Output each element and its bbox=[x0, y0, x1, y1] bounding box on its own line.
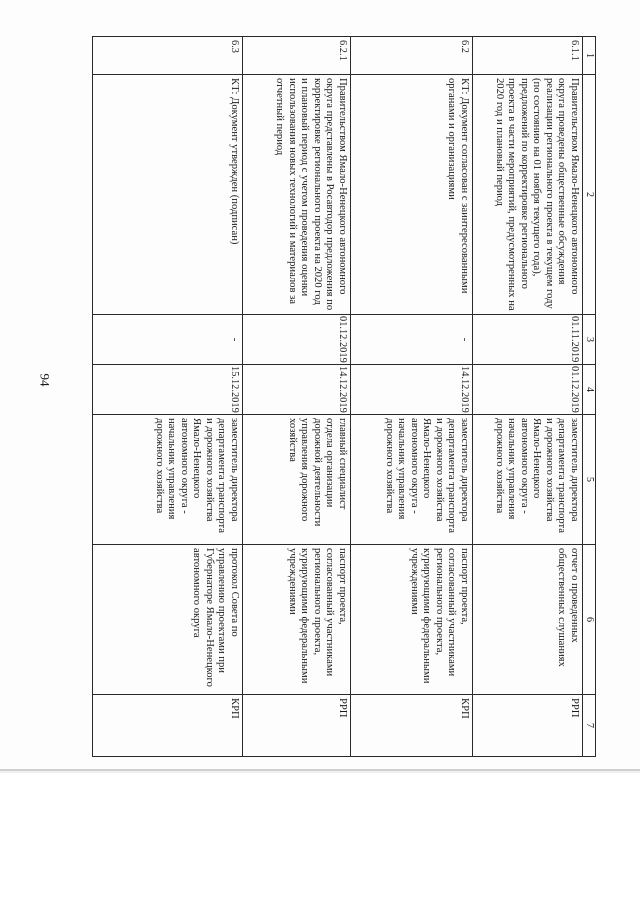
task-cell: Правительством Ямало-Ненецкого автономного округа проведены общественные обсуждения реализации регионального проекта в текущем году (по состоянию на 01 ноября текущего года), предложений по корректировке регионального проекта в части мероприятий, предусмотренных на 2020 год и плановый период bbox=[473, 75, 583, 315]
start-date-cell: - bbox=[351, 315, 473, 365]
task-cell: Правительством Ямало-Ненецкого автономного округа представлены в Росавтодор предложения по корректировке регионального проекта на 2020 год и плановый период с учетом проведения оценки использования новых технологий и материалов за отчетный период bbox=[243, 75, 351, 315]
table-row bbox=[473, 37, 583, 757]
header-row bbox=[583, 37, 596, 757]
row-number: 6.2 bbox=[351, 37, 473, 75]
header-col-3: 3 bbox=[583, 315, 596, 365]
table-row bbox=[93, 37, 243, 757]
rotated-table-container bbox=[92, 36, 596, 756]
level-cell: РРП bbox=[243, 695, 351, 757]
end-date-cell: 15.12.2019 bbox=[93, 365, 243, 415]
header-col-4: 4 bbox=[583, 365, 596, 415]
level-cell: РРП bbox=[473, 695, 583, 757]
end-date-cell: 14.12.2019 bbox=[243, 365, 351, 415]
task-cell: КТ: Документ согласован с заинтересованными органами и организациями bbox=[351, 75, 473, 315]
responsible-cell: заместитель директора департамента транспорта и дорожного хозяйства Ямало-Ненецкого автономного округа - начальник управления дорожного хозяйства bbox=[93, 415, 243, 545]
row-number: 6.3 bbox=[93, 37, 243, 75]
header-col-5: 5 bbox=[583, 415, 596, 545]
result-cell: протокол Совета по управлению проектами при Губернаторе Ямало-Ненецкого автономного округа bbox=[93, 545, 243, 695]
result-cell: паспорт проекта, согласованный участниками регионального проекта, курирующими федеральными учреждениями bbox=[351, 545, 473, 695]
result-cell: паспорт проекта, согласованный участниками регионального проекта, курирующими федеральными учреждениями bbox=[243, 545, 351, 695]
header-col-6: 6 bbox=[583, 545, 596, 695]
responsible-cell: заместитель директора департамента транспорта и дорожного хозяйства Ямало-Ненецкого автономного округа - начальник управления дорожного хозяйства bbox=[473, 415, 583, 545]
level-cell: КРП bbox=[93, 695, 243, 757]
start-date-cell: 01.11.2019 bbox=[473, 315, 583, 365]
responsible-cell: заместитель директора департамента транспорта и дорожного хозяйства Ямало-Ненецкого автономного округа - начальник управления дорожного хозяйства bbox=[351, 415, 473, 545]
header-col-2: 2 bbox=[583, 75, 596, 315]
end-date-cell: 01.12.2019 bbox=[473, 365, 583, 415]
row-number: 6.2.1 bbox=[243, 37, 351, 75]
page-number: 94 bbox=[37, 373, 53, 387]
responsible-cell: главный специалист отдела организации дорожной деятельности управления дорожного хозяйства bbox=[243, 415, 351, 545]
row-number: 6.1.1 bbox=[473, 37, 583, 75]
table-row bbox=[243, 37, 351, 757]
start-date-cell: 01.12.2019 bbox=[243, 315, 351, 365]
start-date-cell: - bbox=[93, 315, 243, 365]
end-date-cell: 14.12.2019 bbox=[351, 365, 473, 415]
table-row bbox=[351, 37, 473, 757]
level-cell: КРП bbox=[351, 695, 473, 757]
task-cell: КТ: Документ утвержден (подписан) bbox=[93, 75, 243, 315]
header-col-7: 7 bbox=[583, 695, 596, 757]
result-cell: отчет о проведенных общественных слушаниях bbox=[473, 545, 583, 695]
schedule-table bbox=[92, 36, 596, 757]
header-col-1: 1 bbox=[583, 37, 596, 75]
